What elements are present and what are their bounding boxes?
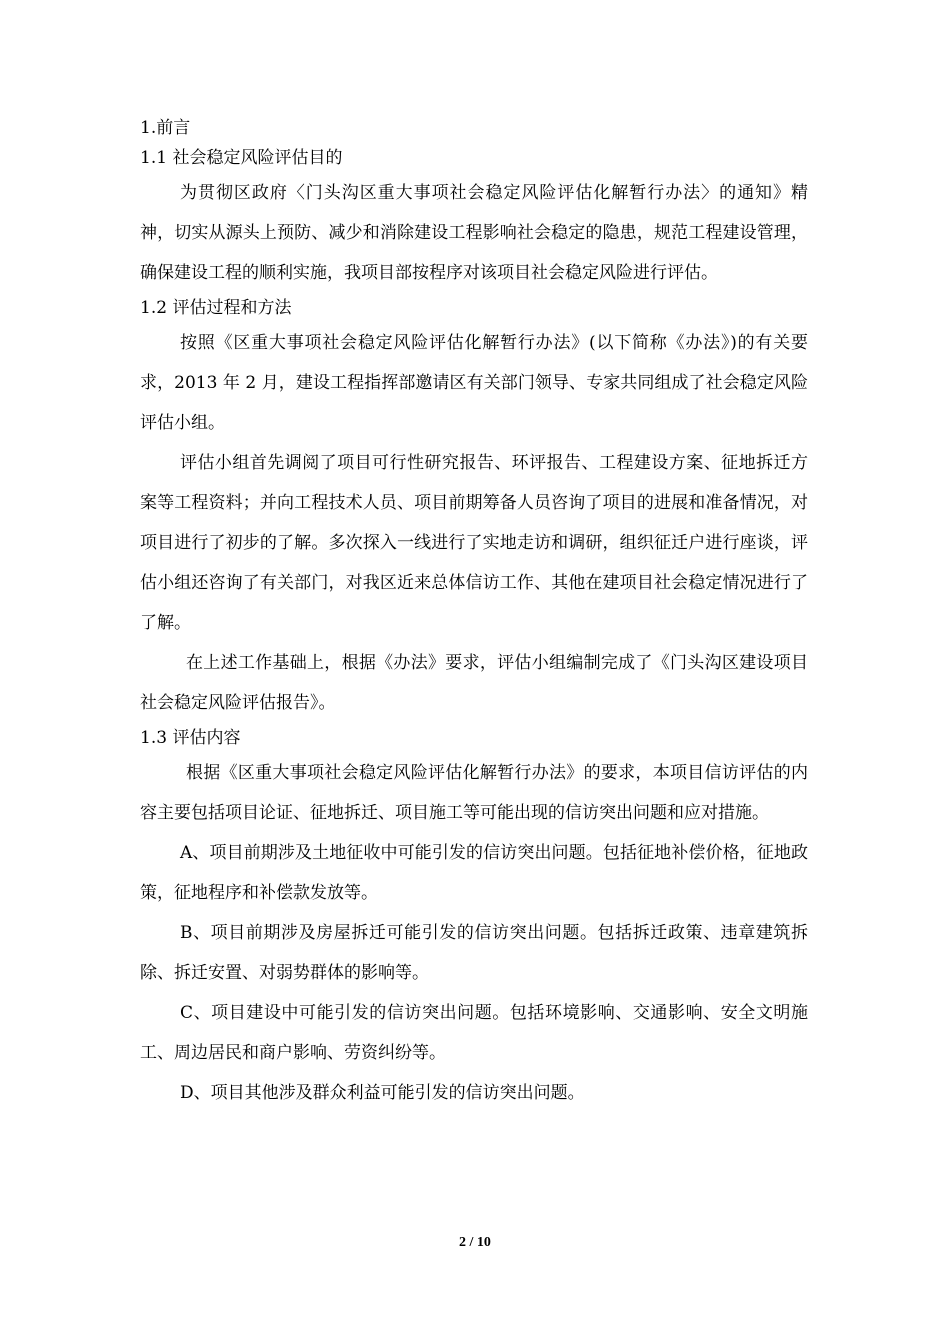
paragraph-purpose: 为贯彻区政府〈门头沟区重大事项社会稳定风险评估化解暂行办法〉的通知》精神，切实从源头上预防、减少和消除建设工程影响社会稳定的隐患，规范工程建设管理，确保建设工程的顺利实施，我项目部按程序对该项目社会稳定风险进行评估。 bbox=[140, 183, 808, 283]
paragraph-process-1: 按照《区重大事项社会稳定风险评估化解暂行办法》(以下简称《办法》)的有关要求，2013 年 2 月，建设工程指挥部邀请区有关部门领导、专家共同组成了社会稳定风险评估小组。 bbox=[140, 333, 808, 433]
section-heading-1: 1.前言 bbox=[140, 118, 191, 138]
paragraph-item-b: B、项目前期涉及房屋拆迁可能引发的信访突出问题。包括拆迁政策、违章建筑拆除、拆迁安置、对弱势群体的影响等。 bbox=[140, 923, 808, 983]
paragraph-item-d: D、项目其他涉及群众利益可能引发的信访突出问题。 bbox=[180, 1083, 585, 1103]
paragraph-process-3: 在上述工作基础上，根据《办法》要求，评估小组编制完成了《门头沟区建设项目社会稳定风险评估报告》。 bbox=[140, 653, 808, 713]
paragraph-content-intro: 根据《区重大事项社会稳定风险评估化解暂行办法》的要求，本项目信访评估的内容主要包括项目论证、征地拆迁、项目施工等可能出现的信访突出问题和应对措施。 bbox=[140, 763, 808, 823]
page-number: 2 / 10 bbox=[459, 1235, 491, 1250]
paragraph-item-a: A、项目前期涉及土地征收中可能引发的信访突出问题。包括征地补偿价格，征地政策，征地程序和补偿款发放等。 bbox=[140, 843, 808, 903]
section-heading-1-3: 1.3 评估内容 bbox=[140, 728, 241, 748]
section-heading-1-2: 1.2 评估过程和方法 bbox=[140, 298, 292, 318]
section-heading-1-1: 1.1 社会稳定风险评估目的 bbox=[140, 148, 343, 168]
paragraph-item-c: C、项目建设中可能引发的信访突出问题。包括环境影响、交通影响、安全文明施工、周边居民和商户影响、劳资纠纷等。 bbox=[140, 1003, 808, 1063]
document-body bbox=[140, 113, 808, 1113]
paragraph-process-2: 评估小组首先调阅了项目可行性研究报告、环评报告、工程建设方案、征地拆迁方案等工程资料；并向工程技术人员、项目前期筹备人员咨询了项目的进展和准备情况，对项目进行了初步的了解。多次探入一线进行了实地走访和调研，组织征迁户进行座谈，评估小组还咨询了有关部门，对我区近来总体信访工作、其他在建项目社会稳定情况进行了了解。 bbox=[140, 453, 808, 633]
